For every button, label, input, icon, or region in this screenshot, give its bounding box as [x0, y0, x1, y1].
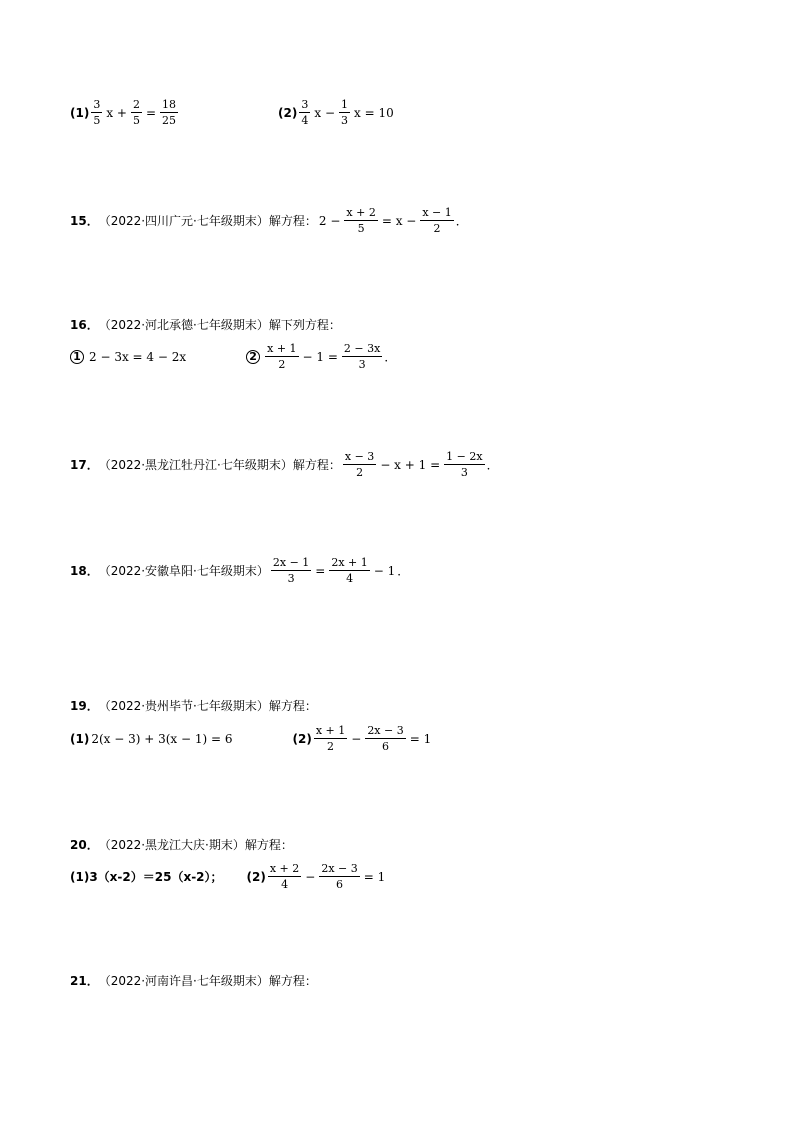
math-text: 2 − — [318, 213, 341, 228]
problem-source: （2022·四川广元·七年级期末） — [98, 214, 269, 228]
fraction: $\frac{x - 3}{2}$ — [344, 450, 375, 479]
part-label: (2) — [292, 731, 312, 746]
problem-source: （2022·安徽阜阳·七年级期末） — [98, 564, 269, 578]
problem-19 — [70, 697, 317, 714]
problem-prompt: 解方程： — [244, 838, 293, 852]
problem-source: （2022·黑龙江牡丹江·七年级期末） — [98, 458, 293, 472]
problem-number: 15． — [70, 214, 99, 228]
problem-20-equations — [70, 862, 387, 891]
problem-source: （2022·河南许昌·七年级期末） — [98, 974, 269, 988]
problem-16-equations — [70, 342, 396, 371]
period: ． — [384, 350, 397, 364]
fraction: $\frac{2x - 1}{3}$ — [272, 556, 310, 585]
part-label: (1) — [70, 105, 90, 120]
math-expression: 3（x-2）＝25（x-2）； — [89, 870, 223, 884]
fraction: $\frac{3}{4}$ — [301, 98, 309, 127]
circled-number: 2 — [246, 350, 260, 364]
math-text: x + — [106, 105, 127, 120]
fraction: $\frac{2x + 1}{4}$ — [331, 556, 368, 585]
math-text: − — [305, 869, 316, 884]
math-text: = x − — [381, 213, 417, 228]
problem-21 — [70, 972, 317, 989]
fraction: $\frac{1}{3}$ — [341, 98, 348, 127]
problem-source: （2022·贵州毕节·七年级期末） — [98, 699, 269, 713]
math-text: = — [145, 105, 157, 120]
part-label: (2) — [278, 105, 298, 120]
problem-16 — [70, 316, 341, 333]
fraction: $\frac{2}{5}$ — [132, 98, 140, 127]
fraction: $\frac{3}{5}$ — [93, 98, 101, 127]
problem-number: 18． — [70, 564, 99, 578]
problem-number: 19． — [70, 699, 99, 713]
fraction: $\frac{x + 2}{4}$ — [269, 862, 300, 891]
math-text: − 1 — [373, 563, 396, 578]
problem-18 — [70, 556, 409, 585]
part-label: (1) — [70, 731, 90, 746]
math-text: − 1 = — [302, 349, 338, 364]
problem-number: 16． — [70, 318, 99, 332]
fraction: $\frac{2 - 3x}{3}$ — [343, 342, 381, 371]
math-text: = 1 — [409, 731, 432, 746]
problem-20 — [70, 836, 293, 853]
math-text: = — [315, 563, 326, 578]
math-text: x = 10 — [354, 105, 394, 120]
math-expression: 2 − 3x = 4 − 2x — [89, 349, 187, 364]
problem-source: （2022·黑龙江大庆·期末） — [98, 838, 245, 852]
math-text: − x + 1 = — [380, 457, 441, 472]
period: ． — [455, 214, 468, 228]
problem-number: 21． — [70, 974, 99, 988]
fraction: $\frac{x + 1}{2}$ — [315, 724, 346, 753]
circled-number: 1 — [70, 350, 84, 364]
problem-19-equations — [70, 724, 433, 753]
problem-prompt: 解方程： — [268, 214, 317, 228]
fraction: $\frac{x + 1}{2}$ — [267, 342, 297, 371]
problem-prompt: 解下列方程： — [268, 318, 341, 332]
fraction: $\frac{x - 1}{2}$ — [422, 206, 452, 235]
period: ． — [486, 458, 499, 472]
problem-number: 17． — [70, 458, 99, 472]
math-text: − — [351, 731, 362, 746]
fraction: $\frac{2x - 3}{6}$ — [321, 862, 358, 891]
math-text: x − — [314, 105, 335, 120]
part-label: (1) — [70, 869, 90, 884]
problem-prompt: 解方程： — [292, 458, 341, 472]
problem-source: （2022·河北承德·七年级期末） — [98, 318, 269, 332]
fraction: $\frac{x + 2}{5}$ — [346, 206, 376, 235]
problem-14-equations — [70, 98, 396, 127]
math-expression: 2(x − 3) + 3(x − 1) = 6 — [91, 731, 233, 746]
period: ． — [397, 564, 410, 578]
fraction: $\frac{1 - 2x}{3}$ — [446, 450, 483, 479]
fraction: $\frac{18}{25}$ — [162, 98, 177, 127]
problem-15 — [70, 206, 468, 235]
part-label: (2) — [246, 869, 266, 884]
problem-prompt: 解方程： — [268, 699, 317, 713]
problem-prompt: 解方程： — [268, 974, 317, 988]
problem-number: 20． — [70, 838, 99, 852]
problem-17 — [70, 450, 499, 479]
fraction: $\frac{2x - 3}{6}$ — [367, 724, 404, 753]
math-text: = 1 — [363, 869, 386, 884]
